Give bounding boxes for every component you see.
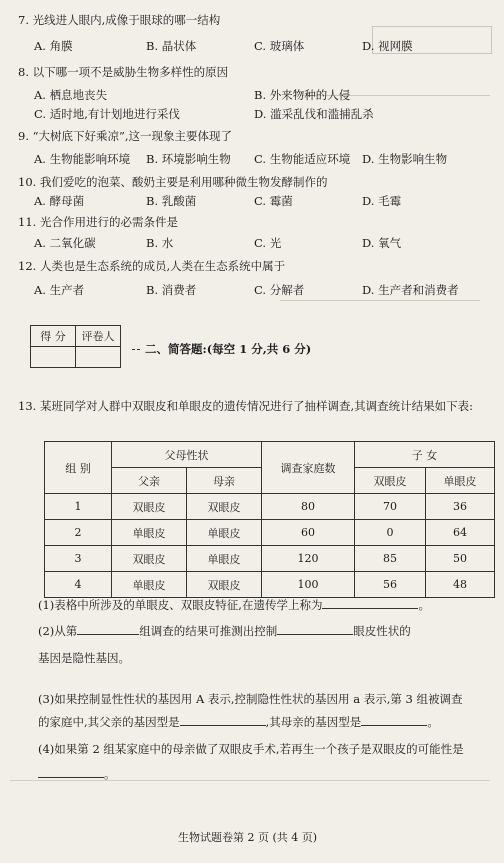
table-row <box>45 494 495 520</box>
cell: 3 <box>45 546 112 572</box>
option-11c: C. 光 <box>254 236 282 250</box>
cell: 单眼皮 <box>187 546 262 572</box>
header-child-double: 双眼皮 <box>355 468 426 494</box>
cell: 2 <box>45 520 112 546</box>
option-11d: D. 氧气 <box>362 236 402 250</box>
cell: 120 <box>262 546 355 572</box>
cell: 85 <box>355 546 426 572</box>
cell: 0 <box>355 520 426 546</box>
sub-3-text-a: (3)如果控制显性性状的基因用 A 表示,控制隐性性状的基因用 a 表示,第 3 组被调查 <box>38 692 463 706</box>
cell: 70 <box>355 494 426 520</box>
option-9b: B. 环境影响生物 <box>146 152 231 166</box>
header-children: 子 女 <box>355 442 495 468</box>
grader-cell <box>76 347 121 368</box>
header-group: 组 别 <box>45 442 112 494</box>
sub-question-4 <box>38 738 498 761</box>
answer-blank[interactable] <box>38 765 104 778</box>
sub-question-3 <box>38 688 498 711</box>
option-11b: B. 水 <box>146 236 174 250</box>
option-10c: C. 霉菌 <box>254 194 293 208</box>
cell: 双眼皮 <box>112 494 187 520</box>
cell: 100 <box>262 572 355 598</box>
score-label: 得 分 <box>31 326 76 347</box>
question-9: 9. “大树底下好乘凉”,这一现象主要体现了 <box>18 129 233 143</box>
answer-blank[interactable] <box>180 713 266 726</box>
answer-blank[interactable] <box>277 622 353 635</box>
dash-divider <box>132 349 140 350</box>
sub-1-text: (1)表格中所涉及的单眼皮、双眼皮特征,在遗传学上称为 <box>38 598 323 612</box>
option-9a: A. 生物能影响环境 <box>34 152 131 166</box>
question-12: 12. 人类也是生态系统的成员,人类在生态系统中属于 <box>18 259 286 273</box>
cell: 双眼皮 <box>112 546 187 572</box>
answer-blank[interactable] <box>77 622 139 635</box>
sub-3-text-c: ,其母亲的基因型是 <box>265 715 362 729</box>
cell: 1 <box>45 494 112 520</box>
cell: 单眼皮 <box>187 520 262 546</box>
sub-question-2 <box>38 620 498 643</box>
option-9c: C. 生物能适应环境 <box>254 152 351 166</box>
cell: 单眼皮 <box>112 572 187 598</box>
sub-4-text-a: (4)如果第 2 组某家庭中的母亲做了双眼皮手术,若再生一个孩子是双眼皮的可能性是 <box>38 742 464 756</box>
option-10d: D. 毛霉 <box>362 194 402 208</box>
option-12d: D. 生产者和消费者 <box>362 283 459 297</box>
genetics-table <box>44 441 495 598</box>
sub-2-text-d: 基因是隐性基因。 <box>38 651 130 665</box>
answer-blank[interactable] <box>322 596 418 609</box>
header-parents: 父母性状 <box>112 442 262 468</box>
option-12b: B. 消费者 <box>146 283 197 297</box>
cell: 50 <box>426 546 495 572</box>
option-7c: C. 玻璃体 <box>254 39 305 53</box>
cell: 56 <box>355 572 426 598</box>
option-10b: B. 乳酸菌 <box>146 194 197 208</box>
grader-label: 评卷人 <box>76 326 121 347</box>
sub-question-3-cont <box>38 711 498 734</box>
cell: 64 <box>426 520 495 546</box>
option-7b: B. 晶状体 <box>146 39 197 53</box>
table-row <box>45 520 495 546</box>
question-7: 7. 光线进人眼内,成像于眼球的哪一结构 <box>18 13 221 27</box>
option-7d: D. 视网膜 <box>362 39 413 53</box>
option-12c: C. 分解者 <box>254 283 305 297</box>
sub-3-end: 。 <box>427 715 439 729</box>
question-11: 11. 光合作用进行的必需条件是 <box>18 215 178 229</box>
question-8: 8. 以下哪一项不是威胁生物多样性的原因 <box>18 65 229 79</box>
sub-2-text-a: (2)从第 <box>38 624 78 638</box>
sub-question-1 <box>38 594 498 617</box>
option-8a: A. 栖息地丧失 <box>34 88 108 102</box>
table-row <box>45 546 495 572</box>
option-9d: D. 生物影响生物 <box>362 152 448 166</box>
option-7a: A. 角膜 <box>34 39 73 53</box>
cell: 双眼皮 <box>187 494 262 520</box>
cell: 36 <box>426 494 495 520</box>
option-8b: B. 外来物种的人侵 <box>254 88 351 102</box>
header-count: 调查家庭数 <box>262 442 355 494</box>
sub-1-end: 。 <box>418 598 430 612</box>
sub-4-end: 。 <box>104 767 116 781</box>
sub-question-4-cont <box>38 763 498 786</box>
cell: 60 <box>262 520 355 546</box>
sub-3-text-b: 的家庭中,其父亲的基因型是 <box>38 715 180 729</box>
option-8d: D. 滥采乱伐和滥捕乱杀 <box>254 107 374 121</box>
cell: 80 <box>262 494 355 520</box>
option-12a: A. 生产者 <box>34 283 85 297</box>
score-box <box>30 325 121 368</box>
header-mother: 母亲 <box>187 468 262 494</box>
cell: 4 <box>45 572 112 598</box>
cell: 双眼皮 <box>187 572 262 598</box>
page-footer: 生物试题卷第 2 页 (共 4 页) <box>178 831 318 844</box>
cell: 单眼皮 <box>112 520 187 546</box>
header-father: 父亲 <box>112 468 187 494</box>
score-cell <box>31 347 76 368</box>
answer-blank[interactable] <box>361 713 427 726</box>
sub-2-text-c: 眼皮性状的 <box>353 624 411 638</box>
option-10a: A. 酵母菌 <box>34 194 85 208</box>
option-8c: C. 适时地,有计划地进行采伐 <box>34 107 180 121</box>
sub-2-text-b: 组调查的结果可推测出控制 <box>139 624 278 638</box>
option-11a: A. 二氧化碳 <box>34 236 96 250</box>
question-13-stem: 13. 某班同学对人群中双眼皮和单眼皮的遗传情况进行了抽样调查,其调查统计结果如下表: <box>18 399 473 413</box>
sub-question-2-cont <box>38 647 498 670</box>
section-title: 二、简答题:(每空 1 分,共 6 分) <box>145 342 312 356</box>
cell: 48 <box>426 572 495 598</box>
question-10: 10. 我们爱吃的泡菜、酸奶主要是利用哪种微生物发酵制作的 <box>18 175 328 189</box>
header-child-single: 单眼皮 <box>426 468 495 494</box>
